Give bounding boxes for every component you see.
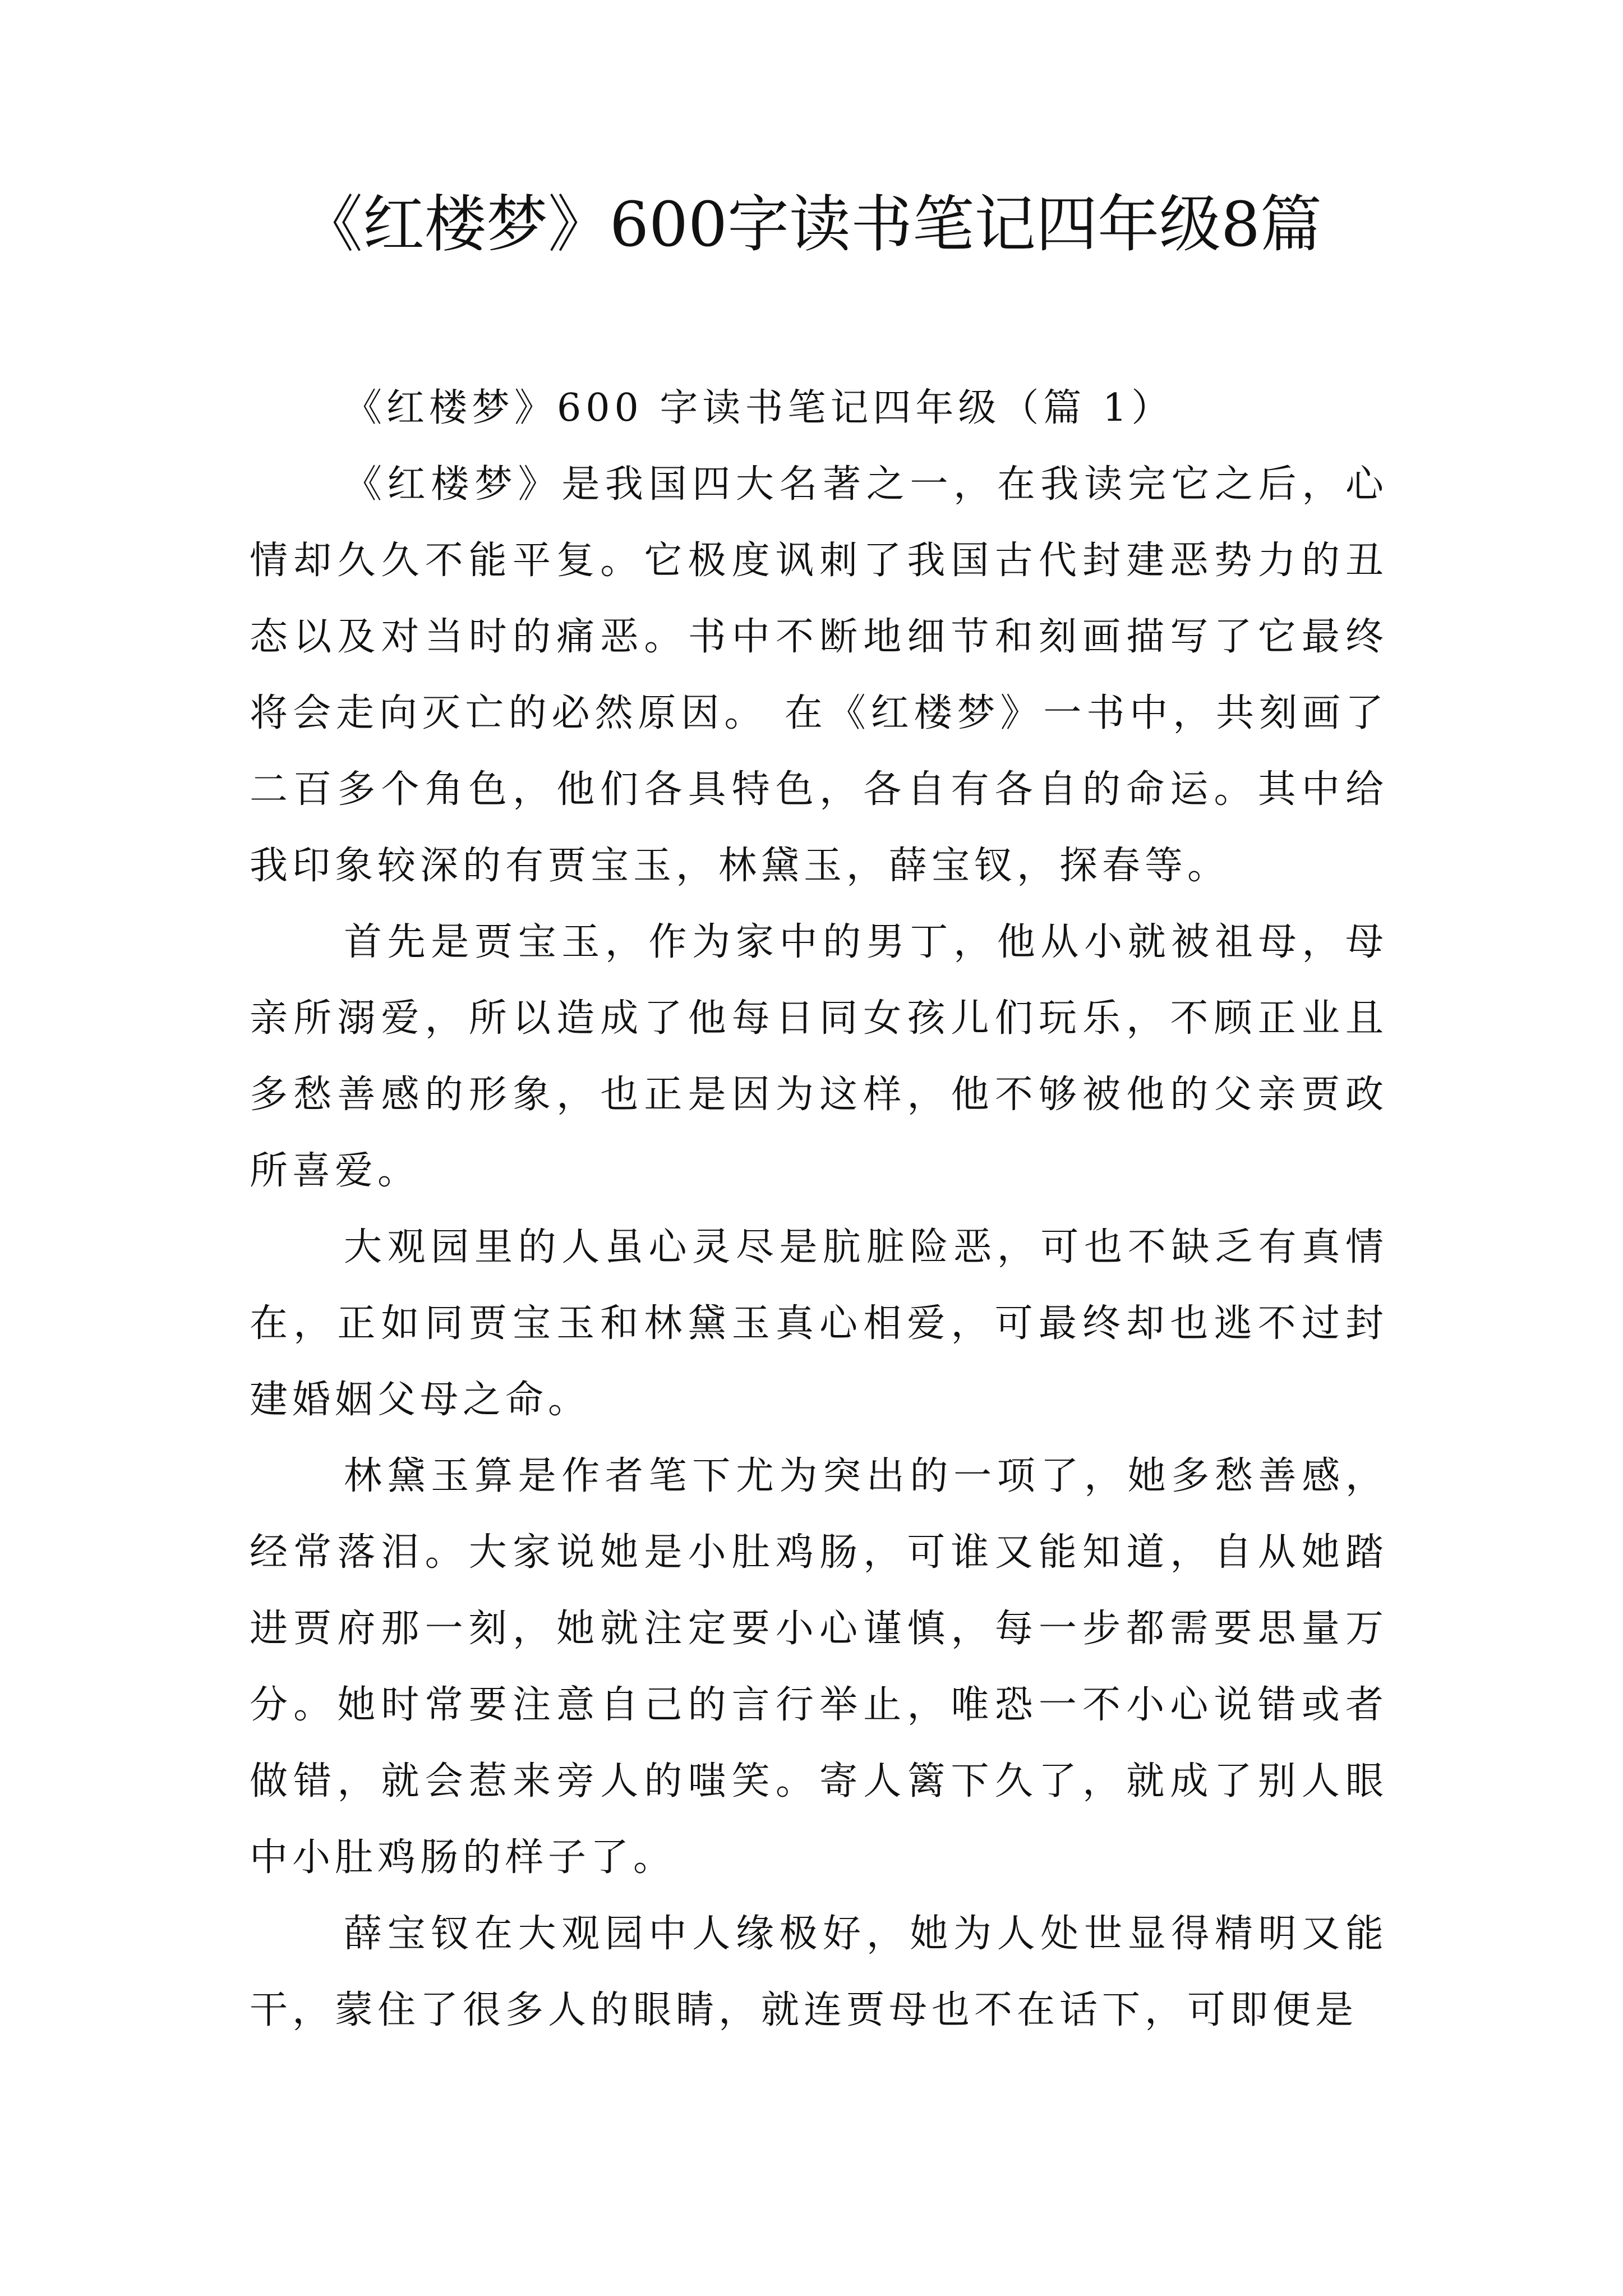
section-heading: 《红楼梦》600 字读书笔记四年级（篇 1） — [344, 386, 1174, 430]
paragraph-2: 首先是贾宝玉，作为家中的男丁，他从小就被祖母，母亲所溺爱，所以造成了他每日同女孩儿们玩乐，不顾正业且多愁善感的形象，也正是因为这样，他不够被他的父亲贾政所喜爱。 — [250, 920, 1388, 1193]
paragraph-1: 《红楼梦》是我国四大名著之一，在我读完它之后，心情却久久不能平复。它极度讽刺了我国古代封建恶势力的丑态以及对当时的痛恶。书中不断地细节和刻画描写了它最终将会走向灭亡的必然原因。 在《红楼梦》一书中，共刻画了二百多个角色，他们各具特色，各自有各自的命运。其中给我印象较深的有贾宝玉，林黛玉，薛宝钗，探春等。 — [250, 462, 1388, 888]
paragraph-5: 薛宝钗在大观园中人缘极好，她为人处世显得精明又能干，蒙住了很多人的眼睛，就连贾母也不在话下，可即便是 — [250, 1912, 1388, 2032]
document-title: 《红楼梦》600字读书笔记四年级8篇 — [301, 188, 1322, 260]
document-body — [250, 370, 1388, 2049]
paragraph-3: 大观园里的人虽心灵尽是肮脏险恶，可也不缺乏有真情在，正如同贾宝玉和林黛玉真心相爱，可最终却也逃不过封建婚姻父母之命。 — [250, 1225, 1388, 1422]
paragraph-4: 林黛玉算是作者笔下尤为突出的一项了，她多愁善感，经常落泪。大家说她是小肚鸡肠，可谁又能知道，自从她踏进贾府那一刻，她就注定要小心谨慎，每一步都需要思量万分。她时常要注意自己的言行举止，唯恐一不小心说错或者做错，就会惹来旁人的嗤笑。寄人篱下久了，就成了别人眼中小肚鸡肠的样子了。 — [250, 1454, 1388, 1880]
